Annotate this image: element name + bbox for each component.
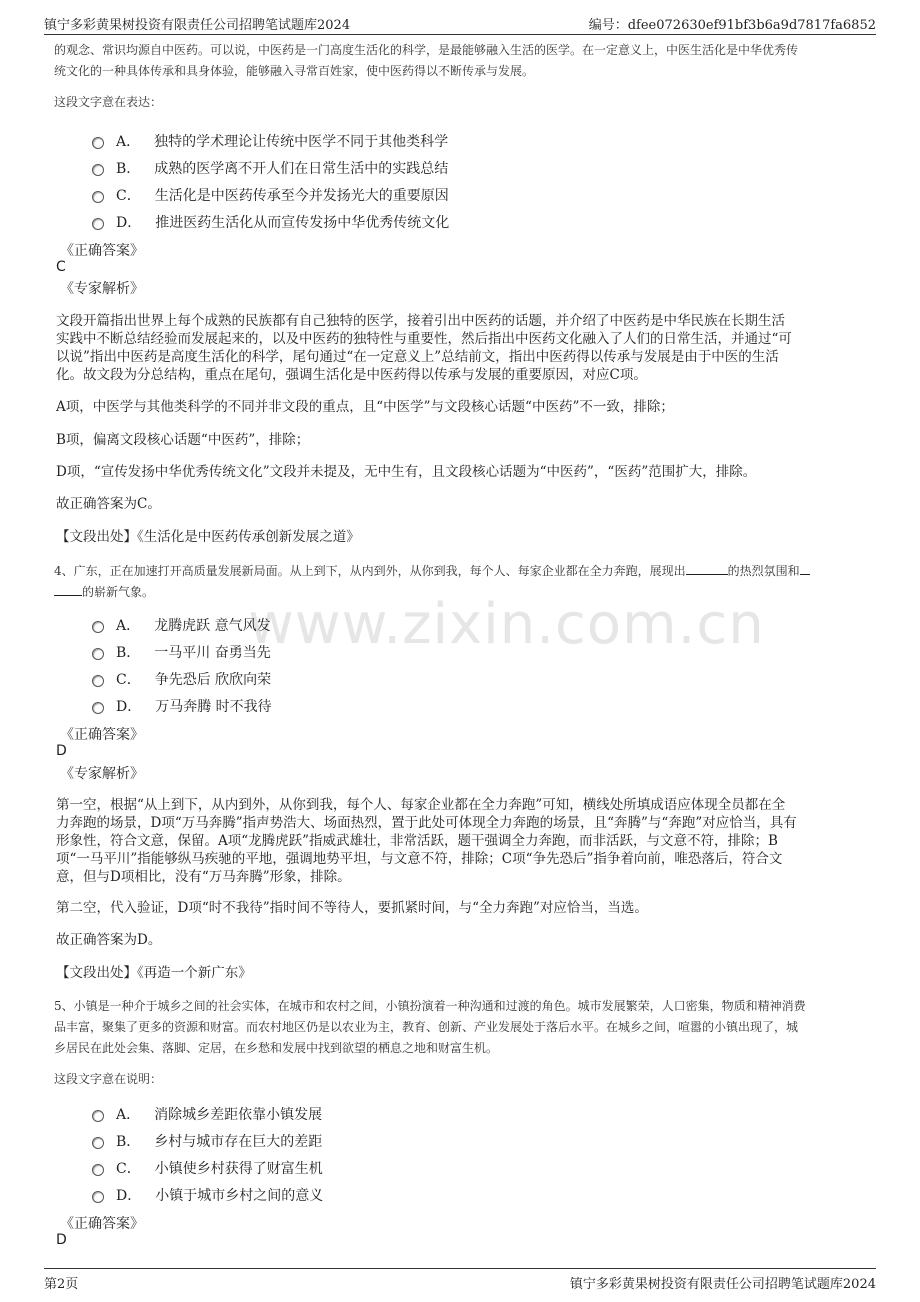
q5-option-d[interactable]	[92, 1185, 323, 1205]
radio-icon[interactable]	[92, 137, 104, 149]
option-letter: A．	[116, 618, 141, 634]
radio-icon[interactable]	[92, 702, 104, 714]
q3-option-c[interactable]	[92, 185, 449, 205]
radio-icon[interactable]	[92, 675, 104, 687]
q3-analysis	[56, 312, 876, 384]
q4-stem-text: 4、广东，正在加速打开高质量发展新局面。从上到下，从内到外，从你到我，每个人、每家企业都在全力奔跑，展现出	[54, 564, 686, 578]
q5-stem	[54, 996, 874, 1059]
option-text: 龙腾虎跃 意气风发	[154, 618, 271, 634]
option-letter: A．	[116, 1107, 141, 1123]
q4-analysis	[56, 796, 876, 886]
q3-source: 【文段出处】《生活化是中医药传承创新发展之道》	[56, 529, 360, 545]
q3-passage	[54, 40, 874, 82]
q4-option-d[interactable]	[92, 696, 272, 716]
analysis-line: 化。故文段为分总结构，重点在尾句，强调生活化是中医药得以传承与发展的重要原因，对应C项。	[56, 367, 647, 383]
option-letter: D．	[116, 699, 142, 715]
radio-icon[interactable]	[92, 1110, 104, 1122]
option-letter: B．	[116, 645, 141, 661]
radio-icon[interactable]	[92, 621, 104, 633]
option-text: 独特的学术理论让传统中医学不同于其他类科学	[154, 134, 449, 150]
analysis-line: 第一空，根据“从上到下，从内到外，从你到我，每个人、每家企业都在全力奔跑”可知，横线处所填成语应体现全员都在全	[56, 797, 786, 813]
option-letter: D．	[116, 1188, 142, 1204]
option-text: 乡村与城市存在巨大的差距	[154, 1134, 323, 1150]
radio-icon[interactable]	[92, 164, 104, 176]
analysis-line: 文段开篇指出世界上每个成熟的民族都有自己独特的医学，接着引出中医药的话题，并介绍了中医药是中华民族在长期生活	[56, 313, 785, 329]
q5-option-c[interactable]	[92, 1158, 323, 1178]
q3-stem: 这段文字意在表达：	[54, 95, 163, 109]
analysis-line: 以说”指出中医药是高度生活化的科学，尾句通过“在一定意义上”总结前文，指出中医药得以传承与发展是由于中医的生活	[56, 349, 779, 365]
option-text: 小镇于城市乡村之间的意义	[155, 1188, 324, 1204]
q4-stem	[54, 561, 874, 603]
header-title: 镇宁多彩黄果树投资有限责任公司招聘笔试题库2024	[44, 18, 351, 33]
q4-stem-text: 的崭新气象。	[82, 585, 155, 599]
q5-stem-line: 品丰富，聚集了更多的资源和财富。而农村地区仍是以农业为主，教育、创新、产业发展处于落后水平。在城乡之间，喧嚣的小镇出现了，城	[54, 1020, 799, 1034]
option-letter: C．	[116, 1161, 141, 1177]
option-letter: B．	[116, 161, 141, 177]
q4-second: 第二空，代入验证，D项“时不我待”指时间不等待人，要抓紧时间，与“全力奔跑”对应恰当，当选。	[56, 900, 648, 916]
q4-answer-label: 《正确答案》	[60, 727, 144, 743]
blank-line	[54, 583, 82, 596]
analysis-line: 项“一马平川”指能够纵马疾驰的平地，强调地势平坦，与文意不符，排除；C项“争先恐后”指争着向前，唯恐落后，符合文	[56, 851, 783, 867]
analysis-line: 形象性，符合文意，保留。A项“龙腾虎跃”指威武雄壮，非常活跃，题干强调全力奔跑，而非活跃，与文意不符，排除；B	[56, 833, 778, 849]
option-text: 成熟的医学离不开人们在日常生活中的实践总结	[154, 161, 449, 177]
q5-answer: D	[56, 1232, 67, 1248]
blank-line	[800, 562, 810, 575]
option-letter: B．	[116, 1134, 141, 1150]
page-number: 第2页	[44, 1277, 79, 1292]
q3-option-a[interactable]	[92, 131, 448, 151]
radio-icon[interactable]	[92, 191, 104, 203]
q4-analysis-label: 《专家解析》	[60, 766, 144, 782]
radio-icon[interactable]	[92, 218, 104, 230]
q5-option-a[interactable]	[92, 1104, 322, 1124]
q3-option-b[interactable]	[92, 158, 448, 178]
q5-answer-label: 《正确答案》	[60, 1216, 144, 1232]
q4-source: 【文段出处】《再造一个新广东》	[56, 965, 252, 981]
q3-conclusion: 故正确答案为C。	[56, 496, 161, 512]
watermark: www.zixin.com.cn	[248, 592, 765, 657]
q4-answer: D	[56, 743, 67, 759]
page-header	[44, 12, 876, 35]
blank-line	[686, 562, 728, 575]
q5-stem-line: 乡居民在此处会集、落脚、定居，在乡愁和发展中找到欲望的栖息之地和财富生机。	[54, 1041, 499, 1055]
analysis-line: 力奔跑的场景，D项“万马奔腾”指声势浩大、场面热烈，置于此处可体现全力奔跑的场景，且“奔腾”与“奔跑”对应恰当，具有	[56, 815, 797, 831]
analysis-line: 意，但与D项相比，没有“万马奔腾”形象，排除。	[56, 869, 351, 885]
option-text: 万马奔腾 时不我待	[155, 699, 272, 715]
option-text: 一马平川 奋勇当先	[154, 645, 271, 661]
radio-icon[interactable]	[92, 1137, 104, 1149]
q3-answer-label: 《正确答案》	[60, 243, 144, 259]
analysis-line: 实践中不断总结经验而发展起来的，以及中医药的独特性与重要性，然后指出中医药文化融入了人们的日常生活，并通过“可	[56, 331, 792, 347]
header-code: 编号：dfee072630ef91bf3b6a9d7817fa6852	[588, 18, 876, 33]
q3-option-d[interactable]	[92, 212, 449, 232]
option-text: 消除城乡差距依靠小镇发展	[154, 1107, 323, 1123]
option-letter: C．	[116, 188, 141, 204]
radio-icon[interactable]	[92, 648, 104, 660]
option-text: 小镇使乡村获得了财富生机	[154, 1161, 323, 1177]
q3-analysis-label: 《专家解析》	[60, 281, 144, 297]
q5-stem-line: 5、小镇是一种介于城乡之间的社会实体，在城市和农村之间，小镇扮演着一种沟通和过渡的角色。城市发展繁荣，人口密集，物质和精神消费	[54, 999, 806, 1013]
option-letter: A．	[116, 134, 141, 150]
q4-option-c[interactable]	[92, 669, 271, 689]
q4-option-a[interactable]	[92, 615, 271, 635]
q5-option-b[interactable]	[92, 1131, 322, 1151]
q3-d-note: D项，“宣传发扬中华优秀传统文化”文段并未提及，无中生有，且文段核心话题为“中医药”，“医药”范围扩大，排除。	[56, 464, 757, 480]
radio-icon[interactable]	[92, 1191, 104, 1203]
q4-conclusion: 故正确答案为D。	[56, 932, 162, 948]
q4-stem-text: 的热烈氛围和	[727, 564, 800, 578]
option-letter: D．	[116, 215, 142, 231]
footer-title: 镇宁多彩黄果树投资有限责任公司招聘笔试题库2024	[569, 1277, 876, 1292]
option-letter: C．	[116, 672, 141, 688]
q3-b-note: B项，偏离文段核心话题“中医药”，排除；	[56, 432, 310, 448]
option-text: 生活化是中医药传承至今并发扬光大的重要原因	[154, 188, 449, 204]
q3-answer: C	[56, 259, 66, 275]
option-text: 推进医药生活化从而宣传发扬中华优秀传统文化	[155, 215, 450, 231]
page-footer	[44, 1268, 876, 1293]
q4-option-b[interactable]	[92, 642, 271, 662]
q3-a-note: A项，中医学与其他类科学的不同并非文段的重点，且“中医学”与文段核心话题“中医药”不一致，排除；	[56, 399, 674, 415]
q3-passage-line: 统文化的一种具体传承和具身体验，能够融入寻常百姓家，使中医药得以不断传承与发展。	[54, 64, 535, 78]
q5-question: 这段文字意在说明：	[54, 1072, 163, 1086]
q3-passage-line: 的观念、常识均源自中医药。可以说，中医药是一门高度生活化的科学，是最能够融入生活的医学。在一定意义上，中医生活化是中华优秀传	[54, 43, 799, 57]
radio-icon[interactable]	[92, 1164, 104, 1176]
option-text: 争先恐后 欣欣向荣	[154, 672, 272, 688]
